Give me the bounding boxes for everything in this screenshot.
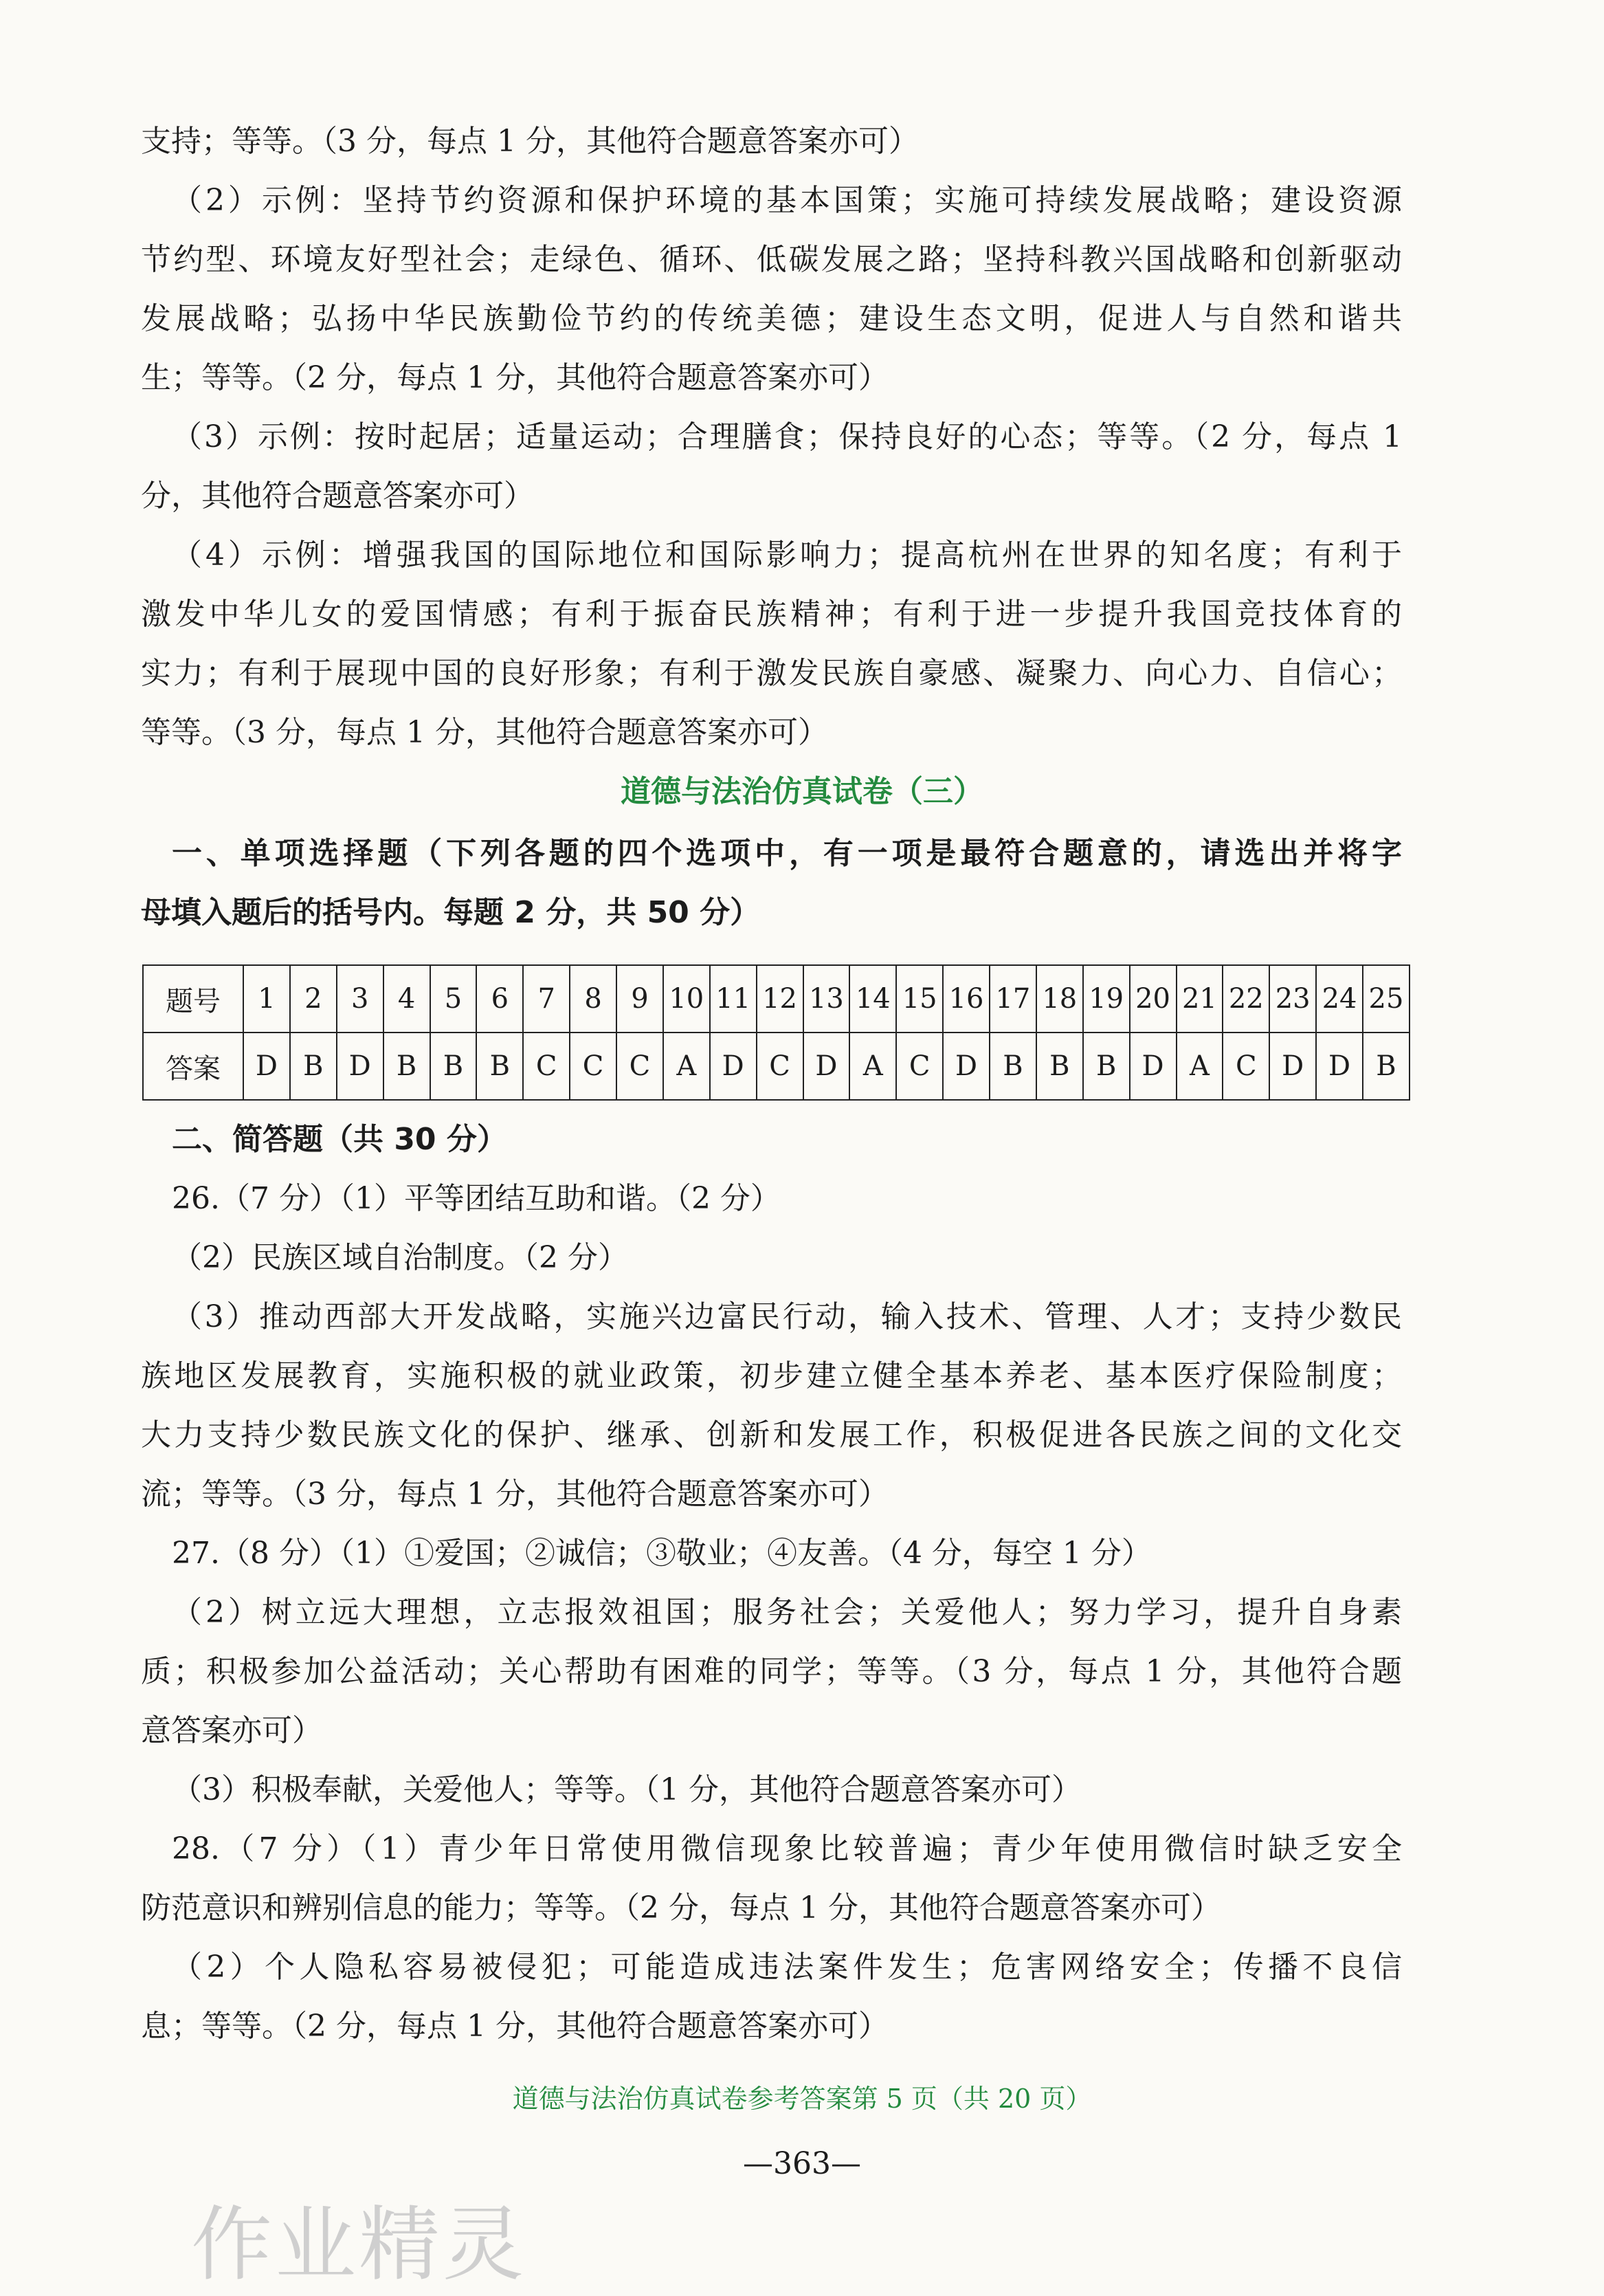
answer-cell: B bbox=[1036, 1033, 1083, 1100]
text-line: 激发中华儿女的爱国情感；有利于振奋民族精神；有利于进一步提升我国竞技体育的 bbox=[141, 597, 1402, 632]
text-line: （2）树立远大理想，立志报效祖国；服务社会；关爱他人；努力学习，提升自身素 bbox=[172, 1595, 1402, 1630]
answer-cell: B bbox=[430, 1033, 477, 1100]
answer-cell: D bbox=[1269, 1033, 1316, 1100]
answer-cell: D bbox=[943, 1033, 990, 1100]
text-line: 实力；有利于展现中国的良好形象；有利于激发民族自豪感、凝聚力、向心力、自信心； bbox=[141, 656, 1402, 691]
part2-heading: 二、简答题（共 30 分） bbox=[172, 1122, 507, 1157]
text-line: （2）示例：坚持节约资源和保护环境的基本国策；实施可持续发展战略；建设资源 bbox=[172, 183, 1402, 218]
answer-cell: D bbox=[710, 1033, 757, 1100]
text-line: 发展战略；弘扬中华民族勤俭节约的传统美德；建设生态文明，促进人与自然和谐共 bbox=[141, 301, 1402, 336]
question-number-cell: 12 bbox=[757, 965, 803, 1033]
text-line: 支持；等等。（3 分，每点 1 分，其他符合题意答案亦可） bbox=[141, 124, 919, 159]
text-line: 28.（7 分）（1）青少年日常使用微信现象比较普遍；青少年使用微信时缺乏安全 bbox=[172, 1831, 1402, 1866]
question-number-cell: 19 bbox=[1083, 965, 1130, 1033]
page-footer: 道德与法治仿真试卷参考答案第 5 页（共 20 页） bbox=[512, 2084, 1092, 2114]
part1-heading-cont: 母填入题后的括号内。每题 2 分，共 50 分） bbox=[141, 895, 761, 930]
answer-cell: C bbox=[570, 1033, 616, 1100]
text-line: （3）积极奉献，关爱他人；等等。（1 分，其他符合题意答案亦可） bbox=[172, 1772, 1082, 1807]
question-number-cell: 14 bbox=[849, 965, 896, 1033]
answer-cell: A bbox=[1177, 1033, 1223, 1100]
question-number-cell: 22 bbox=[1223, 965, 1269, 1033]
question-number-cell: 2 bbox=[290, 965, 337, 1033]
answer-cell: B bbox=[476, 1033, 523, 1100]
text-line: 息；等等。（2 分，每点 1 分，其他符合题意答案亦可） bbox=[141, 2009, 889, 2044]
answer-cell: D bbox=[1316, 1033, 1363, 1100]
text-line: 防范意识和辨别信息的能力；等等。（2 分，每点 1 分，其他符合题意答案亦可） bbox=[141, 1890, 1221, 1925]
row-label: 答案 bbox=[143, 1033, 243, 1100]
row-label: 题号 bbox=[143, 965, 243, 1033]
question-number-cell: 1 bbox=[243, 965, 290, 1033]
answer-row bbox=[143, 1033, 1410, 1100]
question-number-cell: 10 bbox=[663, 965, 710, 1033]
page-number: —363— bbox=[743, 2146, 861, 2181]
question-number-cell: 7 bbox=[523, 965, 570, 1033]
answer-cell: D bbox=[1130, 1033, 1177, 1100]
text-line: 等等。（3 分，每点 1 分，其他符合题意答案亦可） bbox=[141, 715, 828, 750]
answer-cell: C bbox=[523, 1033, 570, 1100]
answer-cell: C bbox=[616, 1033, 663, 1100]
question-number-cell: 20 bbox=[1130, 965, 1177, 1033]
answer-cell: B bbox=[290, 1033, 337, 1100]
text-line: 族地区发展教育，实施积极的就业政策，初步建立健全基本养老、基本医疗保险制度； bbox=[141, 1358, 1402, 1393]
text-line: （2）个人隐私容易被侵犯；可能造成违法案件发生；危害网络安全；传播不良信 bbox=[172, 1950, 1402, 1985]
question-number-cell: 15 bbox=[896, 965, 943, 1033]
text-line: 大力支持少数民族文化的保护、继承、创新和发展工作，积极促进各民族之间的文化交 bbox=[141, 1417, 1402, 1453]
question-number-cell: 25 bbox=[1363, 965, 1410, 1033]
text-line: 分，其他符合题意答案亦可） bbox=[141, 478, 534, 514]
text-line: 质；积极参加公益活动；关心帮助有困难的同学；等等。（3 分，每点 1 分，其他符合题 bbox=[141, 1654, 1402, 1689]
question-number-cell: 16 bbox=[943, 965, 990, 1033]
question-number-cell: 3 bbox=[337, 965, 383, 1033]
question-number-cell: 6 bbox=[476, 965, 523, 1033]
question-number-cell: 8 bbox=[570, 965, 616, 1033]
question-number-cell: 17 bbox=[990, 965, 1036, 1033]
answer-cell: C bbox=[757, 1033, 803, 1100]
text-line: （3）推动西部大开发战略，实施兴边富民行动，输入技术、管理、人才；支持少数民 bbox=[172, 1299, 1402, 1334]
answer-cell: C bbox=[1223, 1033, 1269, 1100]
answer-cell: C bbox=[896, 1033, 943, 1100]
part1-heading: 一、单项选择题（下列各题的四个选项中，有一项是最符合题意的，请选出并将字 bbox=[172, 836, 1402, 871]
answer-cell: B bbox=[383, 1033, 430, 1100]
question-number-cell: 9 bbox=[616, 965, 663, 1033]
text-line: 节约型、环境友好型社会；走绿色、循环、低碳发展之路；坚持科教兴国战略和创新驱动 bbox=[141, 242, 1402, 277]
answer-cell: A bbox=[663, 1033, 710, 1100]
question-number-cell: 23 bbox=[1269, 965, 1316, 1033]
text-line: （3）示例：按时起居；适量运动；合理膳食；保持良好的心态；等等。（2 分，每点 1 bbox=[172, 419, 1402, 454]
answer-cell: B bbox=[1083, 1033, 1130, 1100]
text-line: 生；等等。（2 分，每点 1 分，其他符合题意答案亦可） bbox=[141, 360, 889, 395]
text-line: （4）示例：增强我国的国际地位和国际影响力；提高杭州在世界的知名度；有利于 bbox=[172, 538, 1402, 573]
answer-cell: D bbox=[243, 1033, 290, 1100]
answer-cell: B bbox=[990, 1033, 1036, 1100]
question-number-cell: 4 bbox=[383, 965, 430, 1033]
answer-cell: D bbox=[337, 1033, 383, 1100]
question-number-cell: 18 bbox=[1036, 965, 1083, 1033]
text-line: （2）民族区域自治制度。（2 分） bbox=[172, 1240, 628, 1275]
question-number-row bbox=[143, 965, 1410, 1033]
text-line: 意答案亦可） bbox=[141, 1713, 322, 1748]
question-number-cell: 24 bbox=[1316, 965, 1363, 1033]
text-line: 26.（7 分）（1）平等团结互助和谐。（2 分） bbox=[172, 1181, 781, 1216]
section-title: 道德与法治仿真试卷（三） bbox=[621, 774, 983, 809]
question-number-cell: 13 bbox=[803, 965, 850, 1033]
answer-cell: A bbox=[849, 1033, 896, 1100]
question-number-cell: 21 bbox=[1177, 965, 1223, 1033]
answer-cell: B bbox=[1363, 1033, 1410, 1100]
text-line: 流；等等。（3 分，每点 1 分，其他符合题意答案亦可） bbox=[141, 1477, 889, 1512]
answer-cell: D bbox=[803, 1033, 850, 1100]
watermark: 作业精灵 bbox=[191, 2197, 527, 2292]
text-line: 27.（8 分）（1）①爱国；②诚信；③敬业；④友善。（4 分，每空 1 分） bbox=[172, 1536, 1152, 1571]
question-number-cell: 11 bbox=[710, 965, 757, 1033]
question-number-cell: 5 bbox=[430, 965, 477, 1033]
answer-table bbox=[142, 964, 1410, 1101]
